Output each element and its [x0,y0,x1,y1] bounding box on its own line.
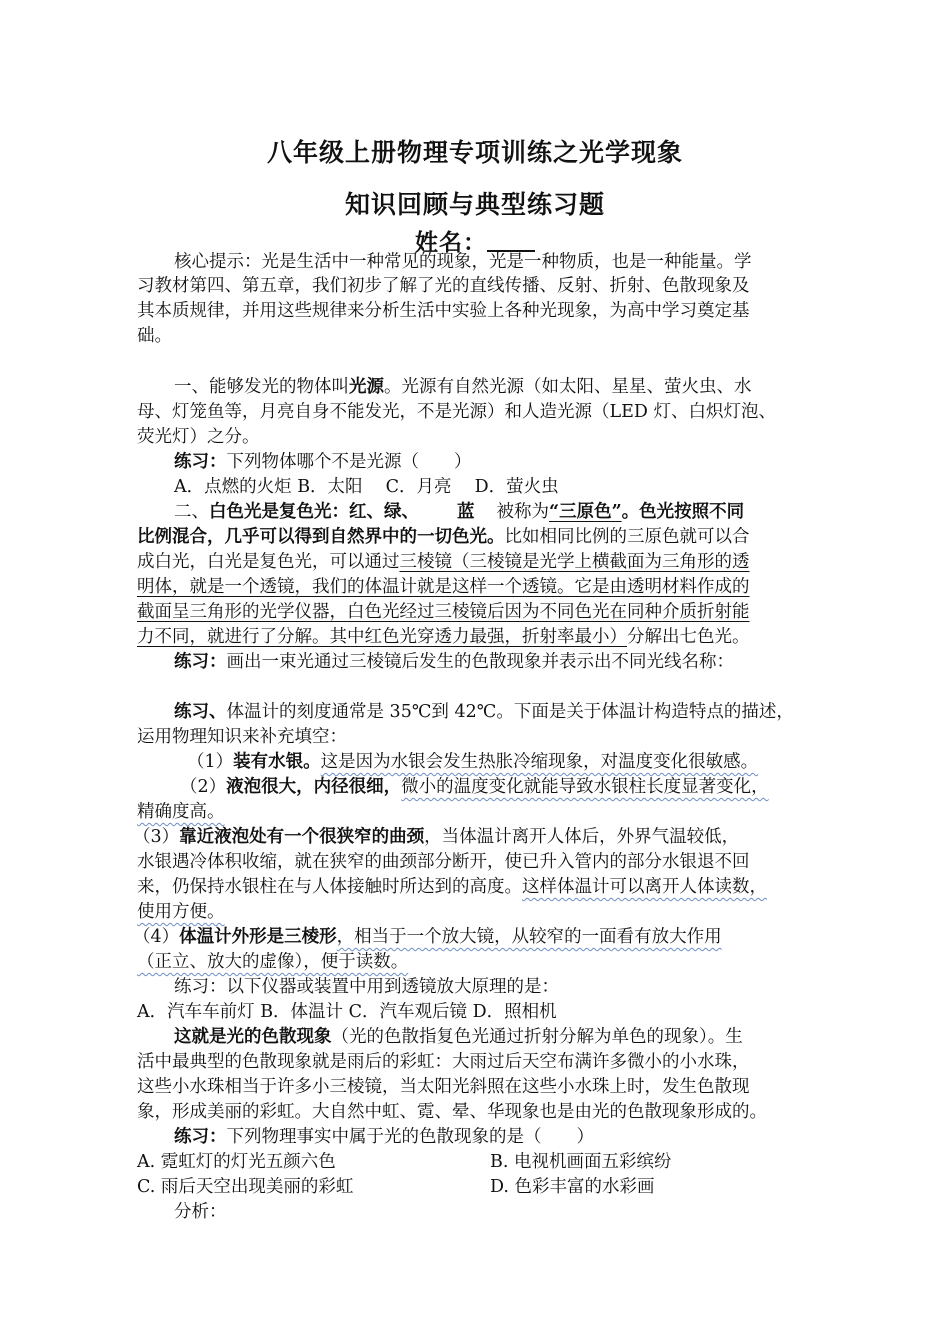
s4-question [174,1125,594,1149]
s2-num: 二、 [174,502,209,522]
s2-called: 被称为 [496,502,549,522]
intro-line-4: 础。 [137,326,172,346]
s2-bold-mix: 比例混合，几乎可以得到自然界中的一切色光。 [137,527,505,547]
s3-point-3 [133,825,739,849]
s4-option-a: A. 霓虹灯的灯光五颜六色 [137,1152,336,1172]
s3-p3-text-e: 来，仍保持水银柱在与人体接触时所达到的高度。 [137,877,522,897]
document-subtitle: 知识回顾与典型练习题 [344,190,605,219]
s3-point-2-cont: 精确度高。 [137,802,225,822]
s4-option-b: B. 电视机画面五彩缤纷 [490,1152,672,1172]
s1-text-cont: 。光源有自然光源（如太阳、星星、萤火虫、水 [384,377,752,397]
s3-line-1 [174,700,794,724]
s2-text: 比如相同比例的三原色就可以合 [504,527,750,547]
s3-question: 练习：以下仪器或装置中用到透镜放大原理的是： [174,977,559,997]
s3-p1-num: （1） [187,752,234,772]
s3-p4-num: （4） [133,927,180,947]
s1-text: 一、能够发光的物体叫 [174,377,349,397]
intro-line-1: 核心提示：光是生活中一种常见的现象，光是一种物质，也是一种能量。学 [174,252,752,272]
s2-line-2 [137,525,750,549]
s3-p4-text: ，相当于一个放大镜，从较窄的一面看有放大作用 [336,927,722,947]
s4-line-2: 活中最典型的色散现象就是雨后的彩虹：大雨过后天空布满许多微小的小水珠， [137,1052,750,1072]
name-blank [487,230,535,252]
s2-line-5: 截面呈三角形的光学仪器，白色光经过三棱镜后因为不同色光在同种介质折射能 [137,602,750,622]
s1-options: A．点燃的火炬 B．太阳 C．月亮 D．萤火虫 [174,477,559,497]
s3-p3-num: （3） [133,827,180,847]
s4-option-d: D. 色彩丰富的水彩画 [490,1177,655,1197]
s3-point-3-l2: 水银遇冷体积收缩，就在狭窄的曲颈部分断开，使已升入管内的部分水银退不回 [137,852,750,872]
s1-line-1 [174,375,752,399]
name-label: 姓名： [415,229,487,256]
s3-p3-bold: 靠近液泡处有一个很狭窄的曲颈 [179,827,425,847]
s2-line-3 [137,550,750,574]
s3-p1-bold: 装有水银。 [233,752,321,772]
s4-bold: 这就是光的色散现象 [174,1027,332,1047]
s2-line-1 [174,500,744,524]
s3-point-1 [187,750,758,774]
s2-bold-cont: 。色光按照不同 [621,502,745,522]
s1-question [174,450,472,474]
s3-text: 体温计的刻度通常是 35℃到 42℃。下面是关于体温计构造特点的描述， [226,702,794,722]
s3-line-2: 运用物理知识来补充填空： [137,727,347,747]
s3-label: 练习、 [174,702,227,722]
s3-p2-num: （2） [180,777,227,797]
s4-line-3: 这些小水珠相当于许多小三棱镜，当太阳光斜照在这些小水珠上时，发生色散现 [137,1077,750,1097]
s2-question-label: 练习： [174,652,227,672]
s3-p2-text: 微小的温度变化就能导致水银柱长度显著变化， [401,777,769,797]
s4-line-4: 象，形成美丽的彩虹。大自然中虹、霓、晕、华现象也是由光的色散现象形成的。 [137,1102,767,1122]
intro-line-3: 其本质规律，并用这些规律来分析生活中实验上各种光现象，为高中学习奠定基 [137,301,750,321]
s2-three-primary: “三原色” [549,502,622,522]
s4-option-c: C. 雨后天空出现美丽的彩虹 [137,1177,354,1197]
s3-p1-text: 这是因为水银会发生热胀冷缩现象，对温度变化很敏感。 [320,752,759,772]
s1-line-3: 荧光灯）之分。 [137,427,260,447]
s3-p2-bold: 液泡很大，内径很细， [226,777,402,797]
s3-p3-text: ，当体温计离开人体后，外界气温较低， [424,827,740,847]
s2-question [174,650,734,674]
s4-question-label: 练习： [174,1127,227,1147]
s2-text-3: 成白光，白光是复色光，可以通过 [137,552,400,572]
s4-text: （光的色散指复色光通过折射分解为单色的现象）。生 [331,1027,743,1047]
s3-point-4 [133,925,722,949]
s2-prism-note: 三棱镜（三棱镜是光学上横截面为三角形的透 [399,552,750,572]
intro-line-2-text: 习教材第四、第五章，我们初步了解了光的直线传播、反射、折射、色散现象及 [137,276,750,296]
s2-bold-heading: 白色光是复色光：红、绿、 [209,502,419,522]
s1-question-label: 练习： [174,452,227,472]
s2-line-4: 明体，就是一个透镜，我们的体温计就是这样一个透镜。它是由透明材料作成的 [137,577,750,597]
s2-question-text: 画出一束光通过三棱镜后发生的色散现象并表示出不同光线名称： [226,652,734,672]
s3-p4-bold: 体温计外形是三棱形 [179,927,337,947]
s1-line-2: 母、灯笼鱼等，月亮自身不能发光，不是光源）和人造光源（LED 灯、白炽灯泡、 [137,402,776,422]
s4-line-1 [174,1025,743,1049]
s4-question-text: 下列物理事实中属于光的色散现象的是（ ） [226,1127,594,1147]
s3-p3-text-f: 这样体温计可以离开人体读数， [522,877,767,897]
s2-blue: 蓝 [457,502,475,522]
s4-analysis: 分析： [174,1202,227,1222]
s3-point-3-l3 [137,875,767,899]
s3-point-4-cont: （正立、放大的虚像），便于读数。 [137,952,409,972]
s2-line-6 [137,625,750,649]
document-title: 八年级上册物理专项训练之光学现象 [266,138,683,167]
s1-question-text: 下列物体哪个不是光源（ ） [226,452,472,472]
s3-point-3-l4: 使用方便。 [137,902,225,922]
s3-options: A．汽车车前灯 B．体温计 C．汽车观后镜 D．照相机 [137,1002,557,1022]
s2-prism-note-end: 力不同，就进行了分解。其中红色光穿透力最强，折射率最小） [137,627,627,647]
s3-point-2 [180,775,769,799]
intro-line-2 [137,274,750,298]
s1-term-light-source: 光源 [349,377,384,397]
s2-text-6: 分解出七色光。 [627,627,750,647]
